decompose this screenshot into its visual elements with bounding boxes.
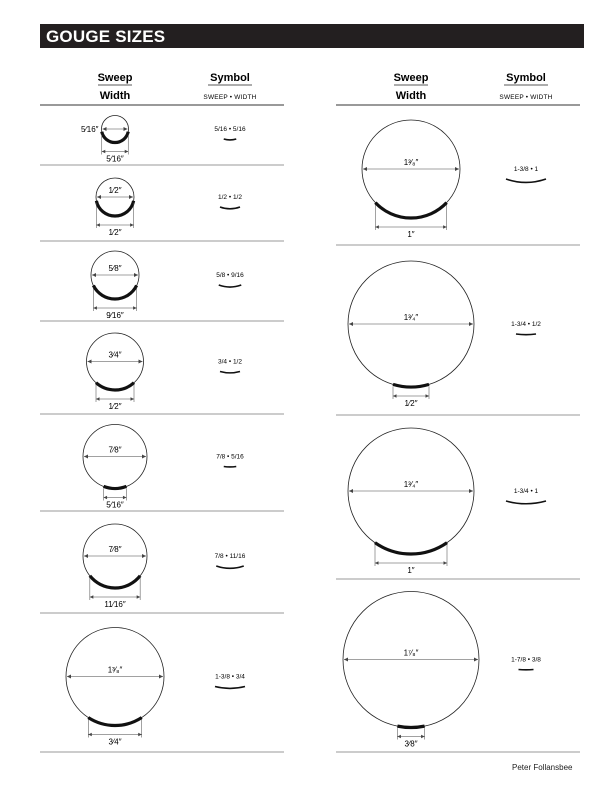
left-gouge-row — [81, 116, 246, 164]
symbol-label: 1-3/4 • 1 — [513, 488, 539, 495]
width-arrowhead-right — [426, 394, 430, 398]
symbol-profile-arc — [215, 687, 245, 689]
right-symbol-header: Symbol — [506, 72, 546, 84]
width-label: 9⁄16″ — [106, 311, 124, 320]
gouge-rows — [40, 105, 580, 752]
width-arrowhead-right — [138, 733, 142, 737]
sweep-label: 1³⁄₄″ — [403, 313, 419, 322]
width-arrowhead-right — [130, 223, 134, 227]
author-credit: Peter Follansbee — [512, 763, 573, 772]
symbol-label: 1/2 • 1/2 — [218, 194, 242, 201]
width-arrowhead-right — [131, 397, 135, 401]
symbol-label: 1-7/8 • 3/8 — [511, 656, 541, 664]
sweep-arrowhead-right — [159, 675, 163, 679]
right-symbol-subheader: SWEEP • WIDTH — [499, 94, 553, 101]
sweep-arrowhead-left — [88, 360, 92, 364]
width-label: 1″ — [407, 230, 415, 239]
sweep-arrowhead-left — [84, 455, 88, 459]
symbol-label: 5/16 • 5/16 — [214, 126, 246, 133]
width-arrowhead-left — [96, 223, 100, 227]
gouge-edge-arc — [393, 384, 429, 387]
left-gouge-row — [91, 251, 244, 320]
width-label: 5⁄16″ — [106, 154, 124, 164]
width-arrowhead-right — [421, 735, 425, 739]
symbol-label: 7/8 • 11/16 — [214, 553, 246, 560]
symbol-label: 1-3/8 • 3/4 — [215, 673, 245, 681]
gouge-edge-arc — [104, 486, 127, 488]
gouge-edge-arc — [96, 201, 133, 216]
width-arrowhead-left — [375, 561, 379, 565]
right-gouge-row — [362, 120, 546, 239]
sweep-arrowhead-left — [363, 167, 367, 171]
width-arrowhead-right — [137, 595, 141, 599]
right-sweep-header: Sweep — [393, 72, 429, 84]
gouge-edge-arc — [375, 543, 447, 554]
symbol-profile-arc — [516, 334, 536, 335]
right-width-header: Width — [395, 90, 427, 102]
symbol-label: 1-3/4 • 1/2 — [511, 321, 541, 328]
width-arrowhead-left — [88, 733, 92, 737]
sweep-arrowhead-left — [84, 554, 88, 558]
width-arrowhead-right — [133, 306, 137, 310]
symbol-profile-arc — [220, 207, 240, 209]
left-gouge-row — [96, 178, 242, 237]
sweep-arrowhead-right — [142, 455, 146, 459]
width-arrowhead-left — [90, 595, 94, 599]
width-arrowhead-left — [375, 225, 379, 229]
width-label: 1⁄2″ — [108, 228, 122, 237]
sweep-arrowhead-left — [92, 273, 96, 277]
right-gouge-row — [348, 428, 546, 575]
symbol-label: 3/4 • 1/2 — [218, 358, 242, 366]
sweep-arrowhead-left — [344, 658, 348, 662]
symbol-profile-arc — [220, 372, 240, 373]
left-width-header: Width — [99, 90, 131, 102]
sweep-arrowhead-left — [67, 675, 71, 679]
symbol-label: 7/8 • 5/16 — [216, 453, 244, 461]
gouge-edge-arc — [102, 132, 128, 143]
width-label: 3⁄8″ — [404, 739, 418, 749]
width-label: 3⁄4″ — [108, 737, 122, 747]
symbol-label: 5/8 • 9/16 — [216, 272, 244, 279]
left-gouge-row — [83, 524, 246, 609]
gouge-edge-arc — [397, 726, 424, 727]
width-arrowhead-right — [444, 561, 448, 565]
left-symbol-subheader: SWEEP • WIDTH — [203, 94, 257, 101]
gouge-edge-arc — [375, 203, 446, 218]
gouge-edge-arc — [96, 383, 134, 390]
width-arrowhead-left — [93, 306, 97, 310]
width-arrowhead-left — [397, 735, 401, 739]
sweep-label: 1³⁄₄″ — [403, 480, 419, 489]
width-arrowhead-right — [123, 496, 127, 500]
gouge-edge-arc — [93, 285, 136, 299]
sweep-label: 5⁄16″ — [80, 125, 99, 134]
right-gouge-row — [348, 261, 541, 408]
left-gouge-row — [83, 425, 244, 510]
page-title: GOUGE SIZES — [46, 27, 166, 46]
sweep-label: 1³⁄₈″ — [403, 158, 419, 167]
symbol-profile-arc — [219, 285, 242, 287]
left-gouge-row — [87, 333, 243, 411]
width-arrowhead-left — [393, 394, 397, 398]
left-gouge-row — [66, 628, 245, 747]
sweep-label: 7⁄8″ — [108, 545, 122, 554]
symbol-profile-arc — [506, 179, 546, 182]
sweep-arrowhead-left — [349, 322, 353, 326]
sweep-label: 5⁄8″ — [108, 264, 122, 273]
sweep-label: 1⁷⁄₈″ — [403, 648, 419, 658]
left-sweep-header: Sweep — [97, 72, 133, 84]
gouge-edge-arc — [88, 718, 141, 726]
width-label: 1⁄2″ — [404, 399, 418, 408]
sweep-arrowhead-right — [142, 554, 146, 558]
sweep-arrowhead-right — [469, 489, 473, 493]
sweep-label: 3⁄4″ — [108, 350, 122, 360]
width-arrowhead-left — [102, 150, 106, 154]
right-gouge-row — [343, 592, 541, 749]
width-arrowhead-right — [443, 225, 447, 229]
width-label: 11⁄16″ — [104, 600, 126, 609]
symbol-profile-arc — [224, 139, 237, 140]
width-arrowhead-left — [96, 397, 100, 401]
sweep-arrowhead-left — [97, 195, 101, 199]
left-symbol-header: Symbol — [210, 72, 250, 84]
sweep-arrowhead-right — [124, 127, 128, 131]
sweep-arrowhead-right — [455, 167, 459, 171]
symbol-label: 1-3/8 • 1 — [513, 166, 539, 173]
sweep-arrowhead-left — [103, 127, 107, 131]
sweep-label: 7⁄8″ — [108, 445, 122, 455]
width-label: 5⁄16″ — [106, 500, 124, 510]
sweep-arrowhead-right — [129, 195, 133, 199]
symbol-profile-arc — [216, 566, 244, 568]
width-arrowhead-left — [104, 496, 108, 500]
width-label: 1″ — [407, 566, 415, 575]
gouge-edge-arc — [90, 576, 140, 588]
width-arrowhead-right — [125, 150, 129, 154]
sweep-arrowhead-right — [134, 273, 138, 277]
sweep-arrowhead-right — [474, 658, 478, 662]
sweep-arrowhead-right — [139, 360, 143, 364]
sweep-arrowhead-left — [349, 489, 353, 493]
symbol-profile-arc — [506, 501, 546, 504]
sweep-label: 1⁄2″ — [108, 186, 122, 195]
sweep-label: 1³⁄₈″ — [107, 665, 123, 675]
width-label: 1⁄2″ — [108, 402, 122, 411]
sweep-arrowhead-right — [469, 322, 473, 326]
